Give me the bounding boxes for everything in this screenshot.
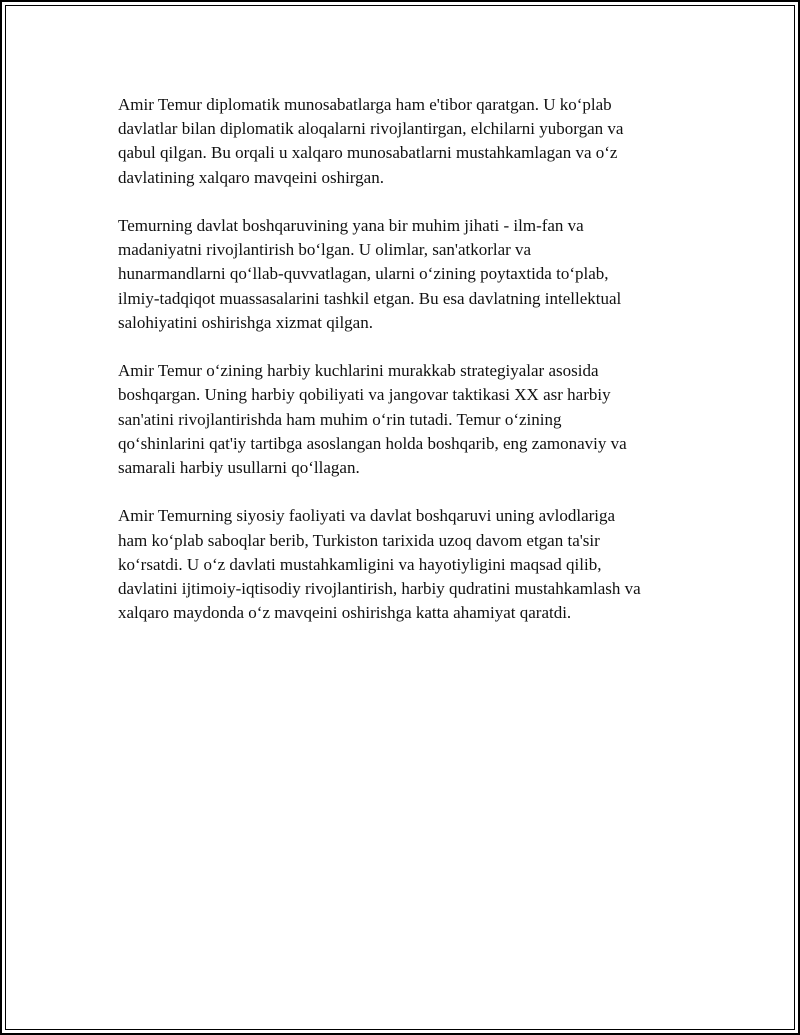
text-line: hunarmandlarni qo‘llab-quvvatlagan, ularni o‘zining poytaxtida to‘plab, bbox=[118, 264, 609, 284]
paragraph-1 bbox=[118, 93, 698, 190]
text-line: ham ko‘plab saboqlar berib, Turkiston tarixida uzoq davom etgan ta'sir bbox=[118, 530, 600, 550]
text-line: boshqargan. Uning harbiy qobiliyati va jangovar taktikasi XX asr harbiy bbox=[118, 385, 611, 405]
text-line: davlatining xalqaro mavqeini oshirgan. bbox=[118, 167, 384, 187]
text-line: Amir Temurning siyosiy faoliyati va davlat boshqaruvi uning avlodlariga bbox=[118, 506, 616, 526]
text-line: qabul qilgan. Bu orqali u xalqaro munosabatlarni mustahkamlagan va o‘z bbox=[118, 143, 618, 163]
text-line: madaniyatni rivojlantirish bo‘lgan. U olimlar, san'atkorlar va bbox=[118, 240, 532, 260]
text-line: ko‘rsatdi. U o‘z davlati mustahkamligini va hayotiyligini maqsad qilib, bbox=[118, 554, 602, 574]
text-line: ilmiy-tadqiqot muassasalarini tashkil etgan. Bu esa davlatning intellektual bbox=[118, 288, 622, 308]
paragraph-3 bbox=[118, 359, 698, 480]
text-line: Amir Temur o‘zining harbiy kuchlarini murakkab strategiyalar asosida bbox=[118, 361, 599, 381]
text-line: davlatini ijtimoiy-iqtisodiy rivojlantirish, harbiy qudratini mustahkamlash va bbox=[118, 579, 641, 599]
text-line: samarali harbiy usullarni qo‘llagan. bbox=[118, 458, 360, 478]
text-line: Amir Temur diplomatik munosabatlarga ham e'tibor qaratgan. U ko‘plab bbox=[118, 95, 612, 114]
document-body bbox=[118, 93, 698, 650]
text-line: salohiyatini oshirishga xizmat qilgan. bbox=[118, 312, 373, 332]
text-line: san'atini rivojlantirishda ham muhim o‘rin tutadi. Temur o‘zining bbox=[118, 409, 562, 429]
text-line: qo‘shinlarini qat'iy tartibga asoslangan holda boshqarib, eng zamonaviy va bbox=[118, 433, 627, 453]
paragraph-2 bbox=[118, 214, 698, 335]
paragraph-4 bbox=[118, 504, 698, 625]
text-line: Temurning davlat boshqaruvining yana bir muhim jihati - ilm-fan va bbox=[118, 216, 584, 235]
text-line: davlatlar bilan diplomatik aloqalarni rivojlantirgan, elchilarni yuborgan va bbox=[118, 119, 624, 139]
text-line: xalqaro maydonda o‘z mavqeini oshirishga katta ahamiyat qaratdi. bbox=[118, 603, 572, 623]
